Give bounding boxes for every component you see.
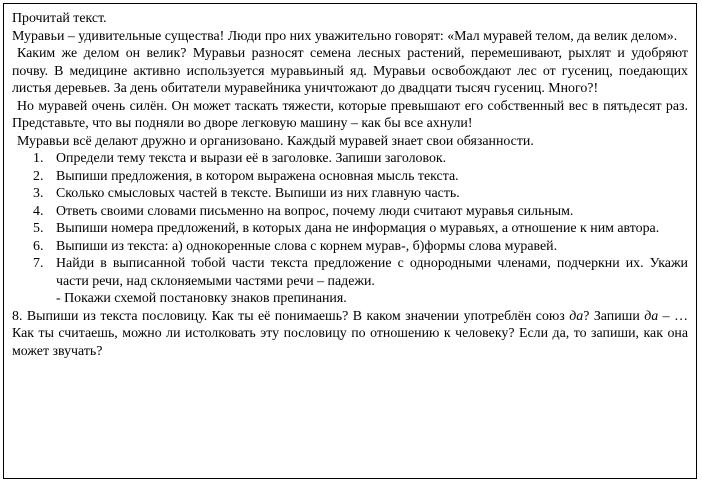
task-text: Выпиши номера предложений, в которых дана не информация о муравьях, а отношение к ним автора.	[56, 221, 660, 236]
task-item-6	[12, 238, 688, 256]
task-text: Определи тему текста и вырази её в заголовке. Запиши заголовок.	[56, 151, 447, 166]
task-number: 1.	[33, 151, 44, 166]
task-item-2	[12, 168, 688, 186]
text-paragraph-1: Муравьи – удивительные существа! Люди про них уважительно говорят: «Мал муравей телом, да велик делом».	[12, 28, 678, 44]
task-number: 6.	[33, 238, 44, 254]
task-number: 5.	[33, 221, 44, 236]
task-8-word-da-1: да	[569, 308, 584, 324]
task-item-3	[12, 185, 688, 203]
text-paragraph-2: Каким же делом он велик? Муравьи разносят семена лесных растений, перемешивают, рыхлят и удобряют почву. В медицине активно используется муравьиный яд. Муравьи освобождают лес от гусениц, поедающих листья деревьев. За день обитатели муравейника уничтожают до двадцати тысяч гусениц. Много?!	[12, 46, 688, 96]
task-list	[12, 150, 688, 290]
task-8-part-1: 8. Выпиши из текста пословицу. Как ты её понимаешь? В каком значении употреблён союз	[12, 308, 570, 324]
text-paragraph-4: Муравьи всё делают дружно и организовано. Каждый муравей знает свои обязанности.	[17, 133, 534, 149]
worksheet-box	[3, 3, 697, 479]
task-text: Ответь своими словами письменно на вопрос, почему люди считают муравья сильным.	[56, 203, 574, 219]
task-number: 4.	[33, 203, 44, 219]
task-8-part-2: ? Запиши	[583, 308, 645, 324]
worksheet-heading: Прочитай текст.	[12, 11, 107, 26]
task-number: 3.	[33, 186, 44, 201]
task-7-subitem: - Покажи схемой постановку знаков препинания.	[56, 291, 347, 306]
task-text: Найди в выписанной тобой части текста предложение с однородными членами, подчеркни их. Укажи части речи, над склоняемыми частями речи – падежи.	[56, 256, 688, 289]
text-paragraph-3: Но муравей очень силён. Он может таскать тяжести, которые превышают его собственный вес в пятьдесят раз. Представьте, что вы подняли во дворе легковую машину – как бы все ахнули!	[12, 98, 688, 131]
task-8-part-3: – … Как ты считаешь, можно ли истолковать эту пословицу по отношению к человеку? Если да, то запиши, как она может звучать?	[12, 308, 688, 359]
task-item-8	[12, 308, 688, 361]
task-item-7	[12, 255, 688, 290]
task-number: 2.	[33, 168, 44, 184]
task-text: Выпиши предложения, в котором выражена основная мысль текста.	[56, 168, 459, 184]
task-item-5	[12, 220, 688, 238]
task-item-4	[12, 203, 688, 221]
task-text: Выпиши из текста: а) однокоренные слова с корнем мурав-, б)формы слова муравей.	[56, 238, 558, 254]
task-text: Сколько смысловых частей в тексте. Выпиши из них главную часть.	[56, 186, 460, 201]
task-8-word-da-2: да	[644, 308, 659, 324]
task-number: 7.	[33, 256, 44, 271]
task-item-1	[12, 150, 688, 168]
